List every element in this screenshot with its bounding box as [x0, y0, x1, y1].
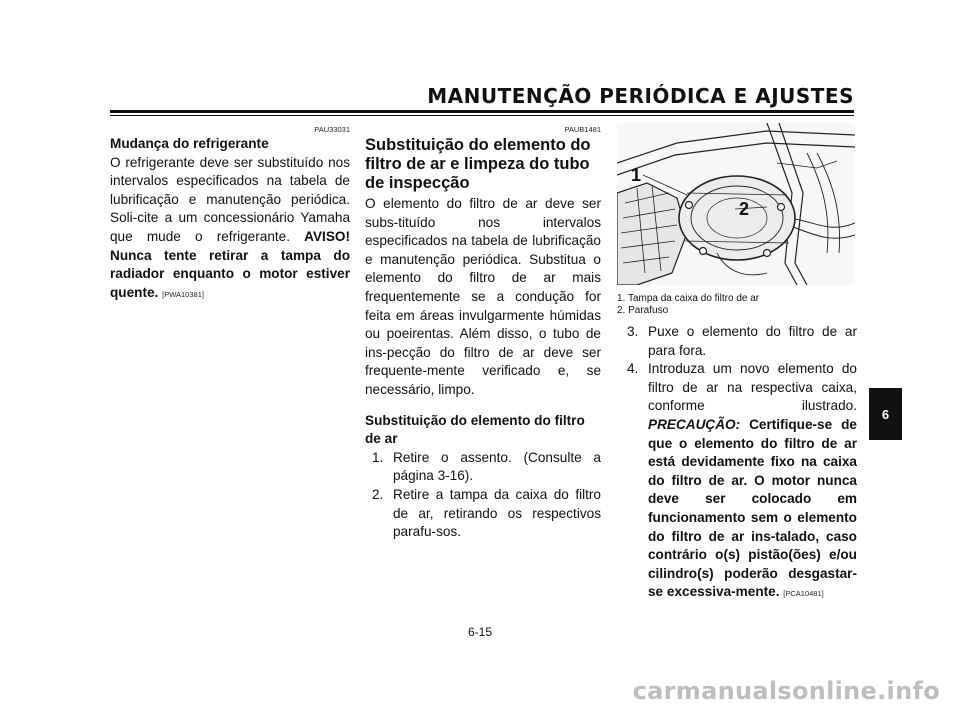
step-4-text: Introduza um novo elemento do filtro de ar na respectiva caixa, conforme ilustrado.	[648, 361, 857, 414]
warning-code: [PWA10381]	[162, 289, 204, 299]
step-number: 2.	[372, 486, 384, 502]
step-text: Retire o assento. (Consulte a página 3-16).	[393, 449, 601, 484]
air-filter-subheading: Substituição do elemento do filtro de ar	[365, 412, 585, 447]
air-filter-continued	[617, 125, 857, 604]
chapter-tab: 6	[869, 388, 902, 440]
step-text: Retire a tampa da caixa do filtro de ar, retirando os respectivos parafu-sos.	[393, 486, 601, 540]
step-3	[617, 323, 857, 360]
header-rule	[110, 110, 854, 113]
step-number: 4.	[627, 361, 639, 377]
coolant-paragraph	[110, 154, 350, 305]
section-code: PAU33031	[314, 125, 350, 134]
coolant-heading: Mudança do refrigerante	[110, 136, 269, 151]
air-filter-case-illustration	[617, 123, 855, 285]
air-filter-section	[365, 125, 601, 542]
caution-code: [PCA10481]	[783, 589, 824, 599]
step-text	[648, 360, 857, 604]
page-title: MANUTENÇÃO PERIÓDICA E AJUSTES	[427, 84, 854, 108]
illustration-svg	[617, 123, 855, 285]
step-1	[365, 449, 601, 486]
caution-label: PRECAUÇÃO:	[648, 416, 741, 432]
watermark: carmanualsonline.info	[632, 677, 940, 705]
step-4	[617, 360, 857, 604]
figure-caption	[617, 293, 857, 317]
caption-2: 2. Parafuso	[617, 305, 669, 316]
step-number: 1.	[372, 449, 384, 465]
coolant-text: O refrigerante deve ser substituído nos intervalos especificados na tabela de lubrificação e manutenção periódica. Soli-cite a um concessionário Yamaha que mude o refrigerante.	[110, 154, 350, 244]
step-text: Puxe o elemento do filtro de ar para fora.	[648, 324, 857, 358]
air-filter-heading: Substituição do elemento do filtro de ar e limpeza do tubo de inspecção	[365, 136, 591, 192]
caption-1: 1. Tampa da caixa do filtro de ar	[617, 293, 760, 304]
section-code: PAUB1481	[564, 125, 601, 134]
callout-2: 2	[739, 199, 750, 219]
callout-1: 1	[631, 165, 642, 185]
step-number: 3.	[627, 324, 639, 339]
step-2	[365, 486, 601, 542]
caution-text: Certifique-se de que o elemento do filtro de ar está devidamente fixo na caixa do filtro de ar. O motor nunca deve ser colocado em funcionamento sem o elemento do filtro de ar ins-talado, caso contrário o(s) pistão(ões) e/ou cilindro(s) poderão desgastar-se excessiva-mente.	[648, 416, 857, 600]
coolant-warning: AVISO! Nunca tente retirar a tampa do radiador enquanto o motor estiver quente.	[110, 228, 350, 300]
page-number: 6-15	[467, 625, 493, 639]
air-filter-intro: O elemento do filtro de ar deve ser subs-tituído nos intervalos especificados na tabela de lubrificação e manutenção periódica. Substitua o elemento do filtro de ar mais frequentemente se a condução for feita em áreas invulgarmente húmidas ou poeirentas. Além disso, o tubo de ins-pecção do filtro de ar deve ser frequente-mente verificado e, se necessário, limpo.	[365, 196, 601, 397]
coolant-section	[110, 125, 350, 304]
